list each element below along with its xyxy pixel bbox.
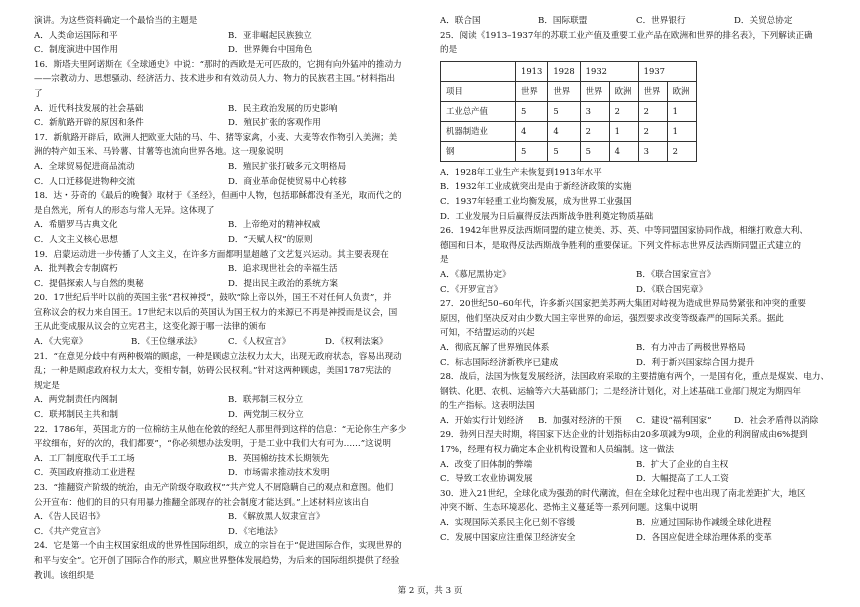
options-row <box>440 414 832 429</box>
table-header-cell: 世界 <box>516 81 548 101</box>
options-row <box>34 160 422 175</box>
options-row <box>440 283 832 298</box>
option-a: A．近代科技发展的社会基础 <box>34 103 144 114</box>
question-text-line: 和平与安全”。它开创了国际合作的形式，顺应世界整体发展趋势，为后来的国际组织提供了经验 <box>34 555 400 566</box>
question-19 <box>34 248 422 292</box>
options-row <box>34 43 422 58</box>
question-16 <box>34 58 422 131</box>
option-a: A．希腊罗马古典文化 <box>34 220 118 231</box>
table-cell: 3 <box>638 141 667 161</box>
table-cell: 5 <box>548 141 580 161</box>
question-18 <box>34 189 422 247</box>
option-c: C．导致工农业协调发展 <box>440 474 533 485</box>
option-b: B．国际联盟 <box>538 16 588 26</box>
options-row <box>440 472 832 487</box>
table-row-label: 工业总产值 <box>441 101 516 121</box>
option-c: C．提倡探索人与自然的奥秘 <box>34 278 144 289</box>
option-b: B．殖民扩张打破多元文明格局 <box>228 161 347 172</box>
table-header-cell: 世界 <box>580 81 609 101</box>
table-cell: 4 <box>516 121 548 141</box>
question-text-line: 的生产指标。这表明法国 <box>440 401 535 412</box>
table-cell: 4 <box>548 121 580 141</box>
option-d: D．《联合国宪章》 <box>636 284 708 295</box>
question-text-line: 可知，不结盟运动的兴起 <box>440 328 535 339</box>
options-row <box>34 393 422 408</box>
table-header-cell: 欧洲 <box>609 81 638 101</box>
table-row <box>441 101 697 121</box>
question-text-line: 的是 <box>440 45 458 56</box>
option-c: C．《人权宣言》 <box>228 337 291 348</box>
question-21 <box>34 350 422 423</box>
option-b: B．有力冲击了两极世界格局 <box>636 342 746 353</box>
table-cell: 5 <box>516 101 548 121</box>
option-a: A．改变了旧体制的弊端 <box>440 459 533 470</box>
option-d: D．各国应促进全球治理体系的变革 <box>636 532 772 543</box>
option-c: C．人文主义核心思想 <box>34 234 118 245</box>
options-row <box>34 277 422 292</box>
option-a: A．《告人民诏书》 <box>34 512 105 523</box>
question-29 <box>440 428 832 486</box>
option-a: A．全球贸易促进商品流动 <box>34 161 135 172</box>
options-row <box>34 510 422 525</box>
table-cell: 4 <box>609 141 638 161</box>
options-row <box>34 233 422 248</box>
question-text-line: 规定是 <box>34 380 60 391</box>
question-text-line: 演讲。为这些资料确定一个最恰当的主题是 <box>34 16 198 26</box>
table-cell: 1 <box>667 121 696 141</box>
left-column <box>34 14 422 583</box>
question-text-line: 19．启蒙运动进一步传播了人文主义，在许多方面都明显超越了文艺复兴运动。其主要表现在 <box>34 249 389 260</box>
table-year-cell: 1932 <box>580 61 638 81</box>
option-b: B．扩大了企业的自主权 <box>636 459 729 470</box>
question-text-line: 30．进入21世纪，全球化成为强劲的时代潮流，但在全球化过程中也出现了南北差距扩大，地区 <box>440 488 806 499</box>
question-30 <box>440 487 832 545</box>
question-text-line: 21．“在意见分歧中有两种极端的顾虑，一种是顾虑立法权力太大，出现无政府状态，容易出现动 <box>34 351 402 362</box>
option-b: B．加强对经济的干预 <box>538 415 622 426</box>
option-b: B．联邦制三权分立 <box>228 395 304 406</box>
option-b: B．应通过国际协作减缓全球化进程 <box>636 518 772 529</box>
table-cell <box>441 61 516 81</box>
options-row <box>440 341 832 356</box>
question-text-line: 27．20世纪50–60年代，许多新兴国家把美苏两大集团对峙视为造成世界局势紧张和冲突的重要 <box>440 299 807 310</box>
question-text-line: 23．“推翻资产阶级的统治，由无产阶级夺取政权”“共产党人不屑隐瞒自己的观点和意图。他们 <box>34 483 394 493</box>
table-row <box>441 141 697 161</box>
question-text-line: 王从此变成服从议会的立宪君主，这变化源于哪一法律的颁布 <box>34 322 267 333</box>
options-row <box>34 262 422 277</box>
question-text-line: 宣称议会的权力来自国王。17世纪末以后的英国认为国王权力的来源已不再是神授而是议会，国 <box>34 307 398 318</box>
question-text-line: 公开宣布：他们的目的只有用暴力推翻全部现存的社会制度才能达到。”上述材料应该出自 <box>34 497 370 508</box>
options-row <box>440 531 832 546</box>
option-a: A．两党制责任内阁制 <box>34 395 118 406</box>
table-year-row <box>441 61 697 81</box>
option-d: D．《宅地法》 <box>228 526 283 537</box>
table-cell: 5 <box>516 141 548 161</box>
options-row <box>34 452 422 467</box>
option-c: C．英国政府推动工业进程 <box>34 468 136 479</box>
question-text-line: 原因，他们坚决反对由少数大国主宰世界的命运，强烈要求改变等级森严的国际关系。据此 <box>440 313 784 324</box>
question-text-line: 17%，经理有权力确定本企业机构设置和人员编制。这一做法 <box>440 445 674 456</box>
option-c: C．制度演进中国作用 <box>34 45 118 56</box>
question-15 <box>34 14 422 58</box>
question-24-options <box>440 14 832 29</box>
table-cell: 2 <box>638 101 667 121</box>
options-row <box>440 516 832 531</box>
question-26 <box>440 224 832 297</box>
table-year-cell: 1913 <box>516 61 548 81</box>
question-text-line: 17．新航路开辟后，欧洲人把欧亚大陆的马、牛、猪等家禽，小麦、大麦等农作物引入美洲；美 <box>34 132 398 143</box>
option-b: B．1932年工业成就突出是由于新经济政策的实施 <box>440 182 632 193</box>
question-17 <box>34 131 422 189</box>
question-25 <box>440 29 832 225</box>
option-c: C．标志国际经济新秩序已建成 <box>440 357 559 368</box>
option-d: D．利于新兴国家综合国力提升 <box>636 357 755 368</box>
options-row <box>34 466 422 481</box>
option-c: C．建设“福利国家” <box>636 415 712 426</box>
question-23 <box>34 481 422 539</box>
option-d: D．殖民扩张的客观作用 <box>228 118 321 129</box>
question-22 <box>34 423 422 481</box>
table-row <box>441 121 697 141</box>
option-c: C．发展中国家应注重保卫经济安全 <box>440 532 576 543</box>
option-d: D．世界舞台中国角色 <box>228 45 313 56</box>
question-text-line: 29．勃列日涅夫时期，将国家下达企业的计划指标由20多项减为9项，企业的利润留成由6%提到 <box>440 430 808 441</box>
question-text-line: 24．它是第一个由主权国家组成的世界性国际组织，成立的宗旨在于“促进国际合作，实现世界的 <box>34 541 402 552</box>
question-text-line: ——宗教动力、思想骚动、经济活力、技术进步和有效动员人力、物力的民族君主国。”材料指出 <box>34 74 396 85</box>
option-c: C．联邦制民主共和制 <box>34 410 118 421</box>
soviet-industry-ranking-table <box>440 61 697 162</box>
option-a: A．《大宪章》 <box>34 337 88 348</box>
option-c: C．新航路开辟的原因和条件 <box>34 118 144 129</box>
table-cell: 1 <box>667 101 696 121</box>
question-28 <box>440 370 832 428</box>
question-text-line: 了 <box>34 88 43 99</box>
option-c: C．《开罗宣言》 <box>440 284 503 295</box>
question-20 <box>34 291 422 349</box>
question-text-line: 是 <box>440 255 449 266</box>
option-a: A．开始实行计划经济 <box>440 415 524 426</box>
option-b: B．民主政治发展的历史影响 <box>228 103 338 114</box>
question-text-line: 平纹细布，好的次的，我们都要”，“你必须想办法发明，于是工业中我们大有可为……”这说明 <box>34 439 391 450</box>
option-d: D．提出民主政治的系统方案 <box>228 278 339 289</box>
options-row <box>440 268 832 283</box>
option-c: C．1937年轻重工业均衡发展，成为世界工业强国 <box>440 196 632 207</box>
options-row <box>440 458 832 473</box>
question-text-line: 德国和日本，是取得反法西斯战争胜利的重要保证。下列文件标志世界反法西斯同盟正式建立的 <box>440 240 801 251</box>
option-d: D．社会矛盾得以消除 <box>734 415 819 426</box>
question-text-line: 18．达・芬奇的《最后的晚餐》取材于《圣经》，但画中人物，包括耶稣都没有圣光，取而代之的 <box>34 191 402 202</box>
question-27 <box>440 297 832 370</box>
options-row <box>34 102 422 117</box>
question-24 <box>34 539 422 583</box>
question-text-line: 22．1786年，英国北方的一位棉纺主从他在伦敦的经纪人那里得到这样的信息：“无论你生产多少 <box>34 424 407 435</box>
table-header-cell: 项目 <box>441 81 516 101</box>
option-b: B．亚非崛起民族独立 <box>228 30 312 41</box>
option-d: D．市场需求推动技术发明 <box>228 468 330 479</box>
question-text-line: 26．1942年世界反法西斯同盟的建立使美、苏、英、中等同盟国家协同作战，相继打败意大利、 <box>440 226 808 237</box>
table-cell: 3 <box>580 101 609 121</box>
option-b: B．《王位继承法》 <box>131 337 202 348</box>
option-d: D．大幅提高了工人工资 <box>636 474 729 485</box>
table-header-cell: 世界 <box>638 81 667 101</box>
option-c: C．《共产党宣言》 <box>34 526 106 537</box>
option-d: D．商业革命促使贸易中心转移 <box>228 176 347 187</box>
table-row-label: 钢 <box>441 141 516 161</box>
option-c: C．人口迁移促进物种交流 <box>34 176 136 187</box>
option-a: A．实现国际关系民主化已刻不容缓 <box>440 518 576 529</box>
question-text-line: 教训。该组织是 <box>34 570 95 581</box>
table-cell: 2 <box>638 121 667 141</box>
option-a: A．彻底瓦解了世界殖民体系 <box>440 342 550 353</box>
option-b: B．上帝绝对的精神权威 <box>228 220 321 231</box>
options-row <box>34 116 422 131</box>
question-text-line: 洲的特产如玉米、马铃薯、甘薯等也流向世界各地。这一现象说明 <box>34 147 284 158</box>
table-cell: 1 <box>609 121 638 141</box>
options-row <box>34 218 422 233</box>
question-text-line: 25．阅读《1913–1937年的苏联工业产值及重要工业产品在欧洲和世界的排名表》，下列解读正确 <box>440 30 813 41</box>
table-header-row <box>441 81 697 101</box>
table-cell: 2 <box>667 141 696 161</box>
question-text-line: 冲突不断、生态环境恶化、恐怖主义蔓延等一系列问题。这集中说明 <box>440 503 698 514</box>
option-a: A．工厂制度取代手工工场 <box>34 453 135 464</box>
option-a: A．批判教会专制腐朽 <box>34 264 118 275</box>
question-text-line: 乱；一种是顾虑政府权力太大，变相专制，妨碍公民权利。”针对这两种顾虑，美国1787宪法的 <box>34 366 392 377</box>
option-b: B．追求现世社会的幸福生活 <box>228 264 338 275</box>
question-text-line: 28．战后，法国为恢复发展经济，法国政府采取的主要措施有两个，一是国有化，重点是煤炭、电力、 <box>440 372 830 383</box>
right-column <box>440 14 832 545</box>
page-number-footer: 第 2 页，共 3 页 <box>397 586 463 596</box>
option-a: A．《慕尼黑协定》 <box>440 269 511 280</box>
option-b: B．《解放黑人奴隶宣言》 <box>228 512 325 523</box>
question-text-line: 20．17世纪后半叶以前的英国主张“君权神授”，鼓吹“除上帝以外，国王不对任何人负责”，并 <box>34 293 392 304</box>
options-row <box>34 175 422 190</box>
table-cell: 5 <box>548 101 580 121</box>
table-cell: 5 <box>580 141 609 161</box>
table-row-label: 机器制造业 <box>441 121 516 141</box>
table-year-cell: 1928 <box>548 61 580 81</box>
question-text-line: 是自然光，所有人的形态与常人无异。这体现了 <box>34 205 215 216</box>
options-row <box>440 356 832 371</box>
options-row <box>34 525 422 540</box>
options-row <box>34 408 422 423</box>
option-a: A．联合国 <box>440 16 481 26</box>
table-cell: 2 <box>580 121 609 141</box>
option-d: D．《权利法案》 <box>325 337 388 348</box>
option-b: B．英国棉纺技术长期领先 <box>228 453 329 464</box>
question-text-line: 钢铁、化肥、农机、运输等六大基础部门；二是经济计划化，对上述基础工业部门规定为期四年 <box>440 386 801 397</box>
option-c: C．世界银行 <box>636 16 686 26</box>
options-row <box>34 335 422 350</box>
table-cell: 2 <box>609 101 638 121</box>
table-header-cell: 世界 <box>548 81 580 101</box>
question-text-line: 16．斯塔夫里阿诺斯在《全球通史》中说：“那时的西欧是无可匹敌的，它拥有向外猛冲的推动力 <box>34 59 402 70</box>
option-d: D．“天赋人权”的原则 <box>228 234 313 245</box>
option-a: A．人类命运国际和平 <box>34 30 118 41</box>
option-d: D．关贸总协定 <box>734 16 793 26</box>
option-d: D．两党制三权分立 <box>228 410 304 421</box>
options-row <box>34 29 422 44</box>
table-header-cell: 欧洲 <box>667 81 696 101</box>
option-a: A．1928年工业生产未恢复到1913年水平 <box>440 167 602 178</box>
option-d: D．工业发展为日后赢得反法西斯战争胜利奠定物质基础 <box>440 211 654 222</box>
option-b: B．《联合国家宣言》 <box>636 269 716 280</box>
table-year-cell: 1937 <box>638 61 696 81</box>
options-row <box>440 14 832 29</box>
